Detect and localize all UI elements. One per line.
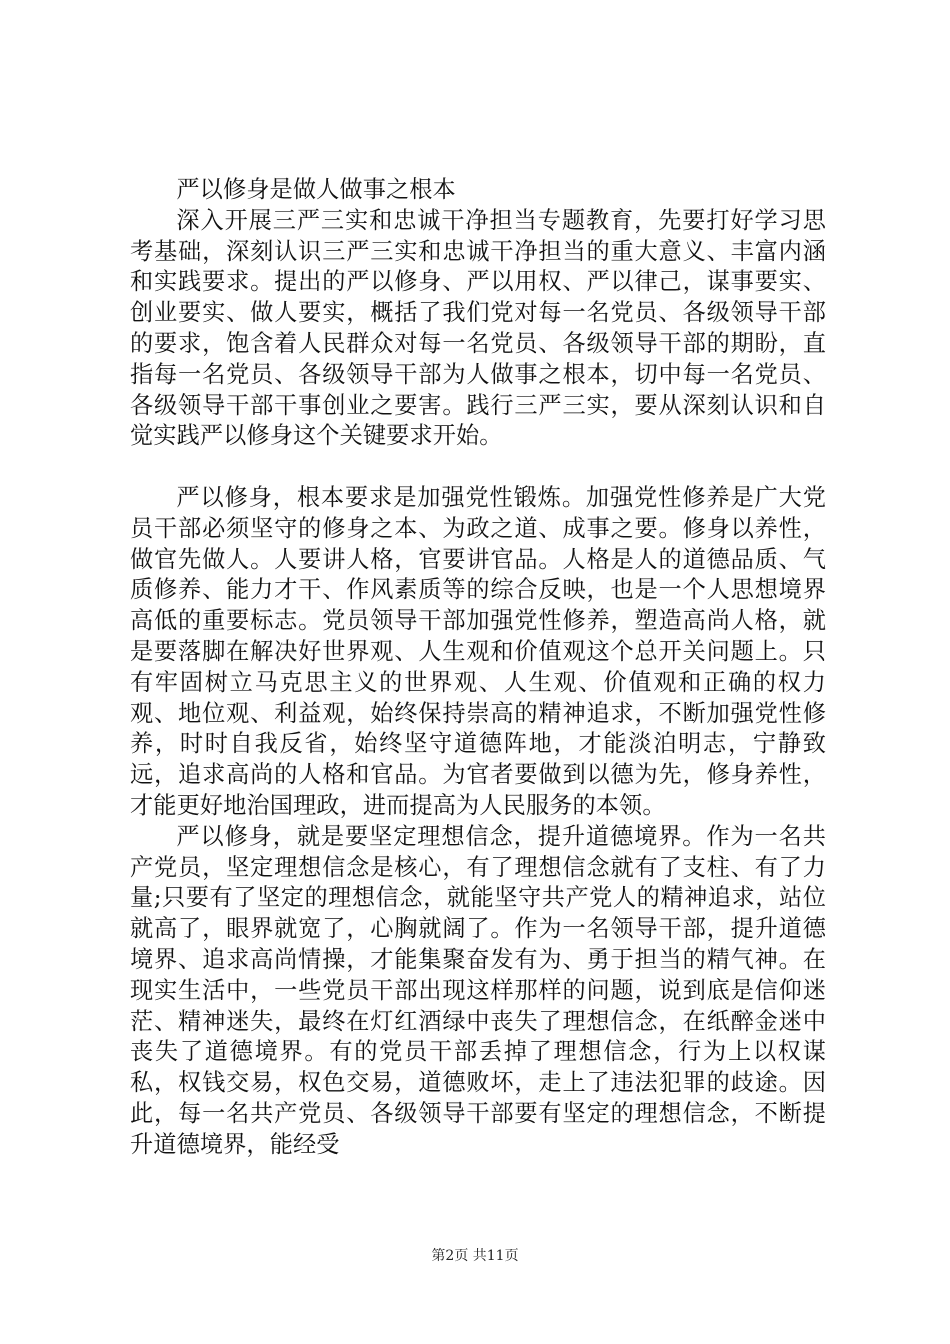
- paragraph-3: 严以修身，就是要坚定理想信念，提升道德境界。作为一名共产党员，坚定理想信念是核心，有了理想信念就有了支柱、有了力量;只要有了坚定的理想信念，就能坚守共产党人的精神追求，站位就高了，眼界就宽了，心胸就阔了。作为一名领导干部，提升道德境界、追求高尚情操，才能集聚奋发有为、勇于担当的精气神。在现实生活中，一些党员干部出现这样那样的问题，说到底是信仰迷茫、精神迷失，最终在灯红酒绿中丧失了理想信念，在纸醉金迷中丧失了道德境界。有的党员干部丢掉了理想信念，行为上以权谋私，权钱交易，权色交易，道德败坏，走上了违法犯罪的歧途。因此，每一名共产党员、各级领导干部要有坚定的理想信念，不断提升道德境界，能经受: [130, 822, 826, 1158]
- document-body: [130, 175, 826, 1161]
- paragraph-1: 深入开展三严三实和忠诚干净担当专题教育，先要打好学习思考基础，深刻认识三严三实和忠诚干净担当的重大意义、丰富内涵和实践要求。提出的严以修身、严以用权、严以律己，谋事要实、创业要实、做人要实，概括了我们党对每一名党员、各级领导干部的要求，饱含着人民群众对每一名党员、各级领导干部的期盼，直指每一名党员、各级领导干部为人做事之根本，切中每一名党员、各级领导干部干事创业之要害。践行三严三实，要从深刻认识和自觉实践严以修身这个关键要求开始。: [130, 206, 826, 450]
- document-title: 严以修身是做人做事之根本: [176, 176, 456, 203]
- page-number-footer: 第2页 共11页: [431, 1248, 519, 1264]
- paragraph-2: 严以修身，根本要求是加强党性锻炼。加强党性修养是广大党员干部必须坚守的修身之本、为政之道、成事之要。修身以养性，做官先做人。人要讲人格，官要讲官品。人格是人的道德品质、气质修养、能力才干、作风素质等的综合反映，也是一个人思想境界高低的重要标志。党员领导干部加强党性修养，塑造高尚人格，就是要落脚在解决好世界观、人生观和价值观这个总开关问题上。只有牢固树立马克思主义的世界观、人生观、价值观和正确的权力观、地位观、利益观，始终保持崇高的精神追求，不断加强党性修养，时时自我反省，始终坚守道德阵地，才能淡泊明志，宁静致远，追求高尚的人格和官品。为官者要做到以德为先，修身养性，才能更好地治国理政，进而提高为人民服务的本领。: [130, 483, 826, 819]
